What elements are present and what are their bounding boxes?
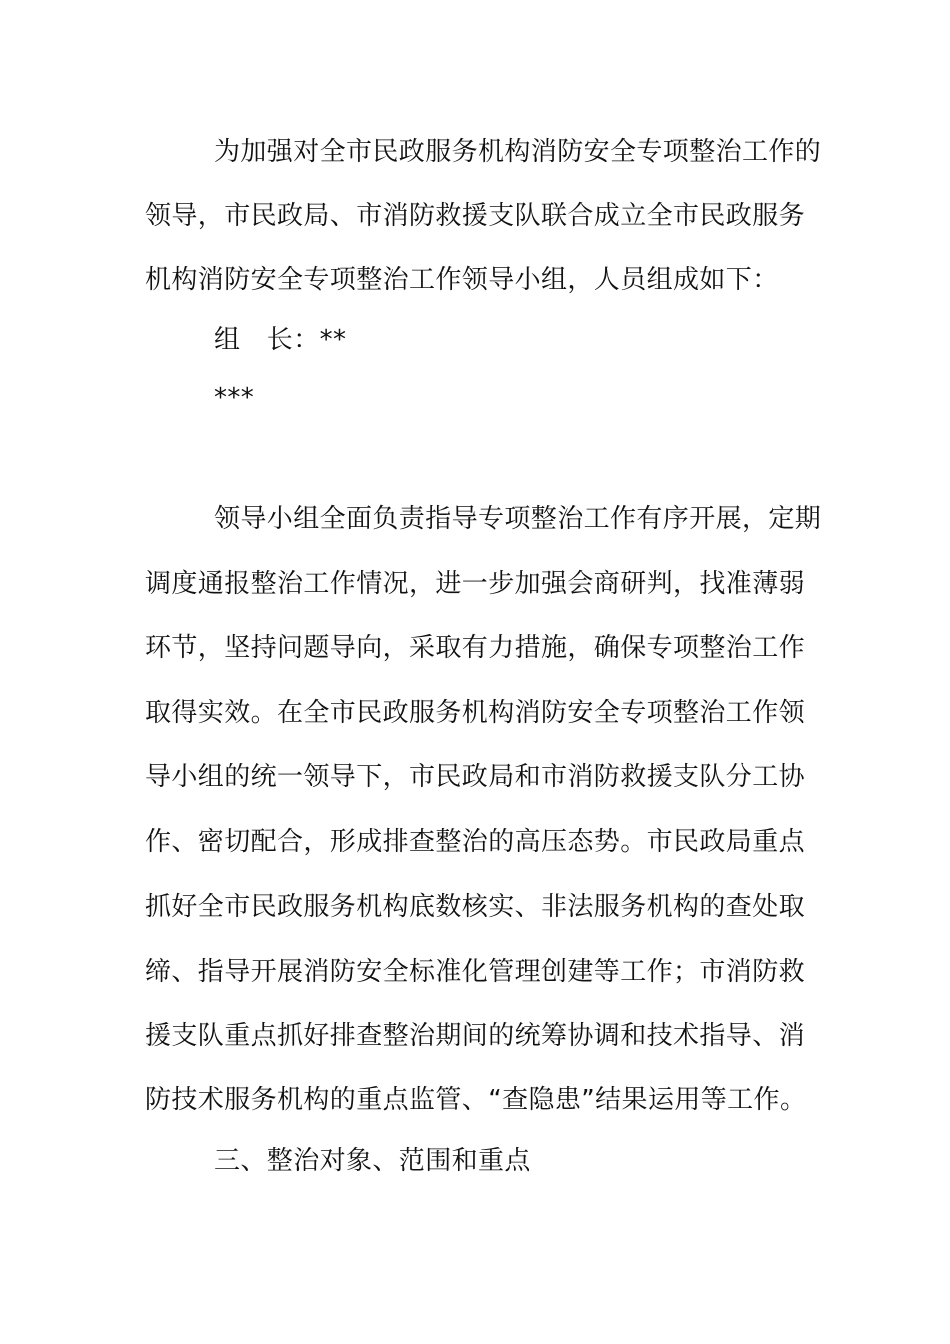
paragraph-2-line-3: 环节，坚持问题导向，采取有力措施，确保专项整治工作 <box>145 633 806 663</box>
members-line: *** <box>214 383 255 413</box>
paragraph-1-line-3: 机构消防安全专项整治工作领导小组，人员组成如下： <box>145 265 779 295</box>
paragraph-2-line-4: 取得实效。在全市民政服务机构消防安全专项整治工作领 <box>145 698 806 728</box>
paragraph-2-line-10: 防技术服务机构的重点监管、“查隐患”结果运用等工作。 <box>145 1085 807 1115</box>
paragraph-2-line-6: 作、密切配合，形成排查整治的高压态势。市民政局重点 <box>145 827 806 857</box>
paragraph-1-line-2: 领导，市民政局、市消防救援支队联合成立全市民政服务 <box>145 201 806 231</box>
paragraph-2-line-5: 导小组的统一领导下，市民政局和市消防救援支队分工协 <box>145 762 806 792</box>
paragraph-1-line-1: 为加强对全市民政服务机构消防安全专项整治工作的 <box>214 137 822 167</box>
section-heading: 三、整治对象、范围和重点 <box>214 1146 531 1176</box>
paragraph-2-line-8: 缔、指导开展消防安全标准化管理创建等工作；市消防救 <box>145 957 806 987</box>
paragraph-2-line-7: 抓好全市民政服务机构底数核实、非法服务机构的查处取 <box>145 892 806 922</box>
leader-line: 组 长：** <box>214 325 347 355</box>
paragraph-2-line-9: 援支队重点抓好排查整治期间的统筹协调和技术指导、消 <box>145 1021 806 1051</box>
paragraph-2-line-1: 领导小组全面负责指导专项整治工作有序开展，定期 <box>214 504 822 534</box>
paragraph-2-line-2: 调度通报整治工作情况，进一步加强会商研判，找准薄弱 <box>145 569 806 599</box>
